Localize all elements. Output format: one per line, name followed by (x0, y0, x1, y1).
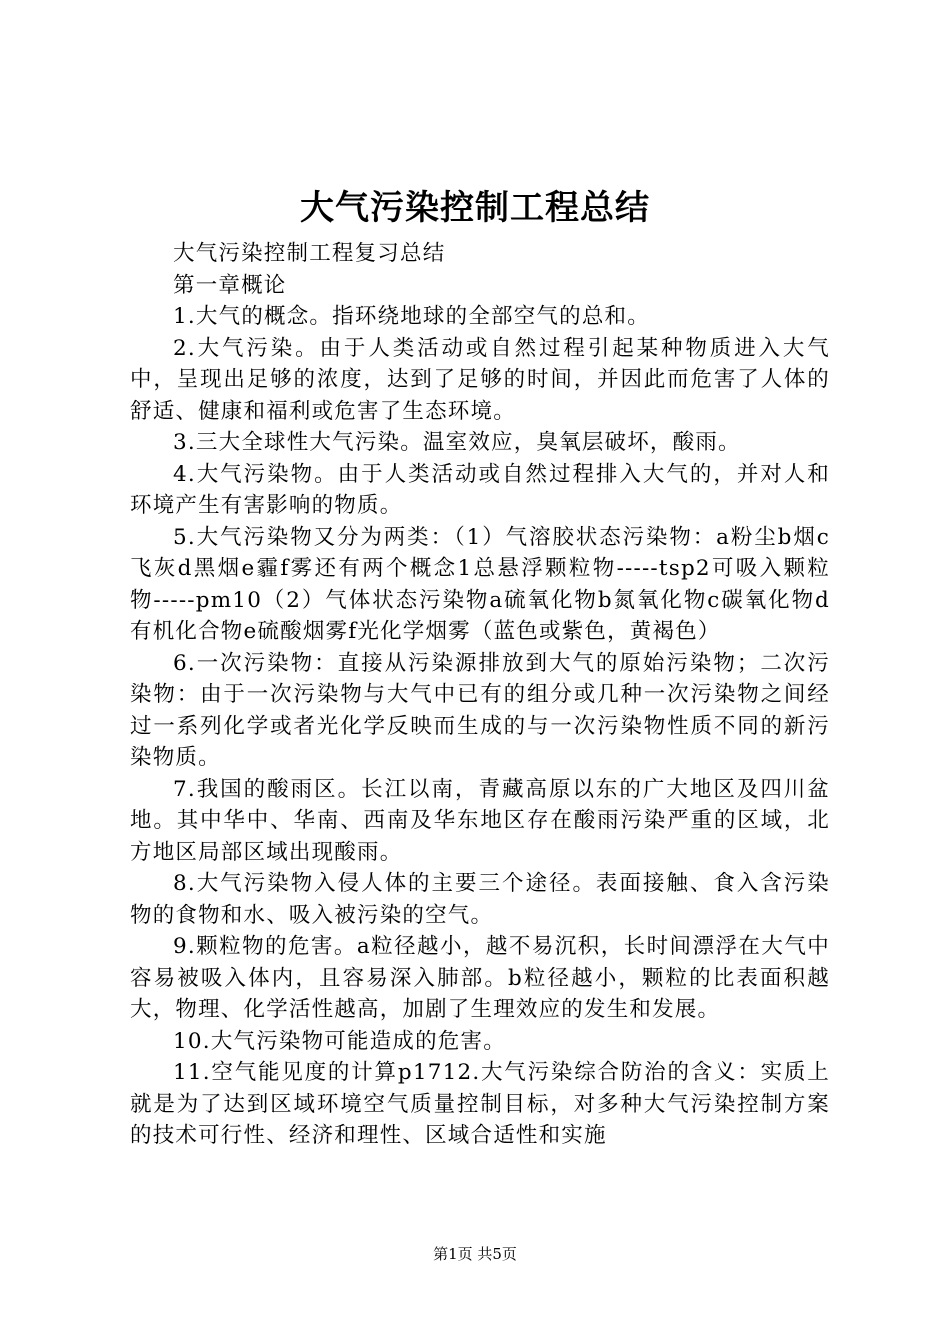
paragraph: 1.大气的概念。指环绕地球的全部空气的总和。 (173, 304, 650, 329)
paragraph: 6.一次污染物：直接从污染源排放到大气的原始污染物；二次污染物：由于一次污染物与大气中已有的组分或几种一次污染物之间经过一系列化学或者光化学反映而生成的与一次污染物性质不同的新污染物质。 (130, 650, 830, 770)
document-body (130, 238, 830, 1152)
paragraph: 9.颗粒物的危害。a粒径越小，越不易沉积，长时间漂浮在大气中容易被吸入体内，且容易深入肺部。b粒径越小，颗粒的比表面积越大，物理、化学活性越高，加剧了生理效应的发生和发展。 (130, 934, 830, 1022)
paragraph: 7.我国的酸雨区。长江以南，青藏高原以东的广大地区及四川盆地。其中华中、华南、西南及华东地区存在酸雨污染严重的区域，北方地区局部区域出现酸雨。 (130, 776, 830, 865)
paragraph: 3.三大全球性大气污染。温室效应，臭氧层破坏，酸雨。 (173, 430, 741, 455)
paragraph: 10.大气污染物可能造成的危害。 (173, 1028, 506, 1054)
document-title: 大气污染控制工程总结 (300, 188, 650, 228)
paragraph: 4.大气污染物。由于人类活动或自然过程排入大气的，并对人和环境产生有害影响的物质。 (130, 461, 830, 518)
paragraph: 11.空气能见度的计算p1712.大气污染综合防治的含义：实质上就是为了达到区域环境空气质量控制目标，对多种大气污染控制方案的技术可行性、经济和理性、区域合适性和实施 (130, 1060, 830, 1148)
paragraph: 8.大气污染物入侵人体的主要三个途径。表面接触、食入含污染物的食物和水、吸入被污染的空气。 (130, 871, 830, 928)
paragraph: 5.大气污染物又分为两类：（1）气溶胶状态污染物：a粉尘b烟c飞灰d黑烟e霾f雾还有两个概念1总悬浮颗粒物-----tsp2可吸入颗粒物-----pm10（2）气体状态污染物a硫氧化物b氮氧化物c碳氧化物d有机化合物e硫酸烟雾f光化学烟雾（蓝色或紫色，黄褐色） (130, 524, 830, 644)
paragraph: 第一章概论 (173, 272, 287, 298)
page-footer: 第1页 共5页 (433, 1245, 517, 1263)
paragraph: 2.大气污染。由于人类活动或自然过程引起某种物质进入大气中，呈现出足够的浓度，达到了足够的时间，并因此而危害了人体的舒适、健康和福利或危害了生态环境。 (130, 335, 830, 424)
paragraph: 大气污染控制工程复习总结 (173, 241, 446, 266)
